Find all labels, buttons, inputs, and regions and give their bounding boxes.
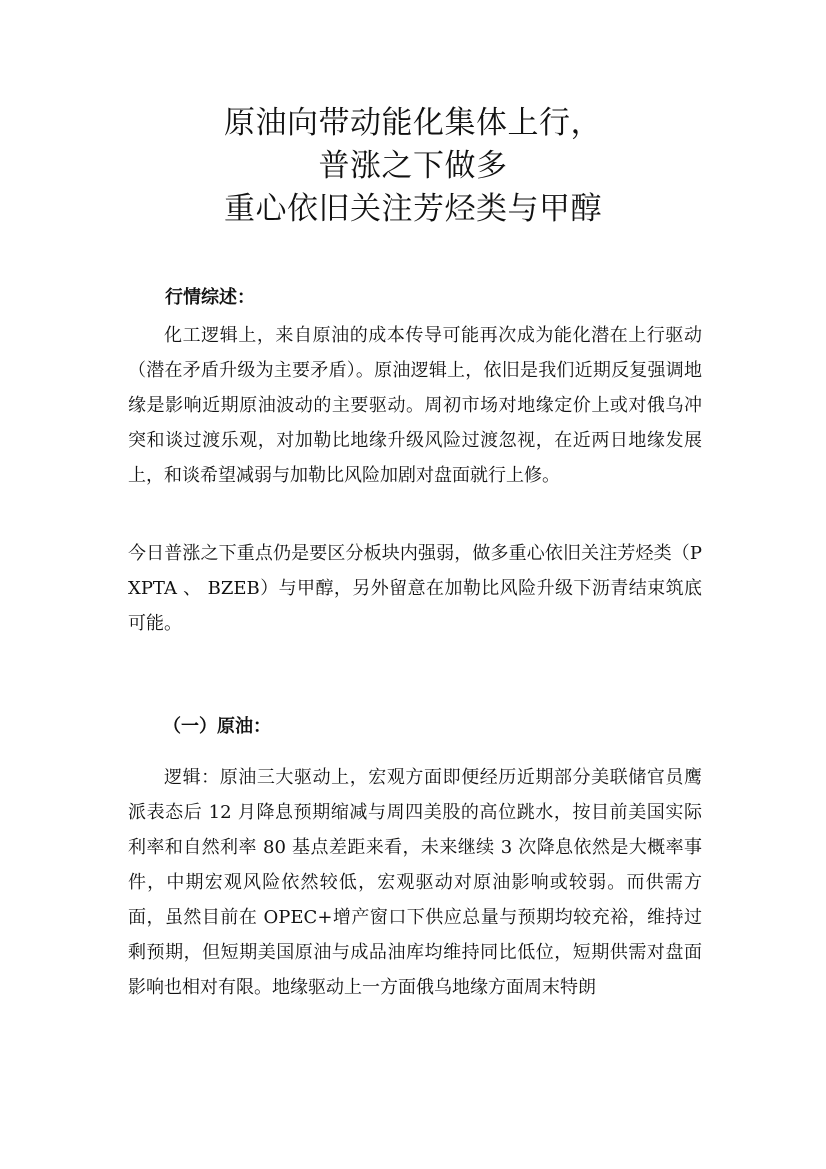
summary-heading: 行情综述：: [165, 287, 255, 308]
summary-paragraph-2: 今日普涨之下重点仍是要区分板块内强弱，做多重心依旧关注芳烃类（PXPTA 、 BZEB）与甲醇，另外留意在加勒比风险升级下沥青结束筑底可能。: [128, 543, 702, 634]
title-line-2: 普涨之下做多: [318, 148, 508, 184]
summary-paragraph-1: 化工逻辑上，来自原油的成本传导可能再次成为能化潜在上行驱动（潜在矛盾升级为主要矛盾）。原油逻辑上，依旧是我们近期反复强调地缘是影响近期原油波动的主要驱动。周初市场对地缘定价上或对俄乌冲突和谈过渡乐观，对加勒比地缘升级风险过渡忽视，在近两日地缘发展上，和谈希望减弱与加勒比风险加剧对盘面就行上修。: [128, 325, 702, 486]
crude-oil-heading: （一）原油：: [163, 716, 271, 737]
crude-oil-paragraph: 逻辑：原油三大驱动上，宏观方面即便经历近期部分美联储官员鹰派表态后 12 月降息预期缩减与周四美股的高位跳水，按目前美国实际利率和自然利率 80 基点差距来看，未来继续 3 次降息依然是大概率事件，中期宏观风险依然较低，宏观驱动对原油影响或较弱。而供需方面，虽然目前在 OPEC+增产窗口下供应总量与预期均较充裕，维持过剩预期，但短期美国原油与成品油库均维持同比低位，短期供需对盘面影响也相对有限。地缘驱动上一方面俄乌地缘方面周末特朗: [128, 767, 702, 998]
title-line-3: 重心依旧关注芳烃类与甲醇: [224, 191, 602, 227]
title-line-1: 原油向带动能化集体上行，: [224, 105, 602, 141]
document-title: [0, 102, 826, 231]
